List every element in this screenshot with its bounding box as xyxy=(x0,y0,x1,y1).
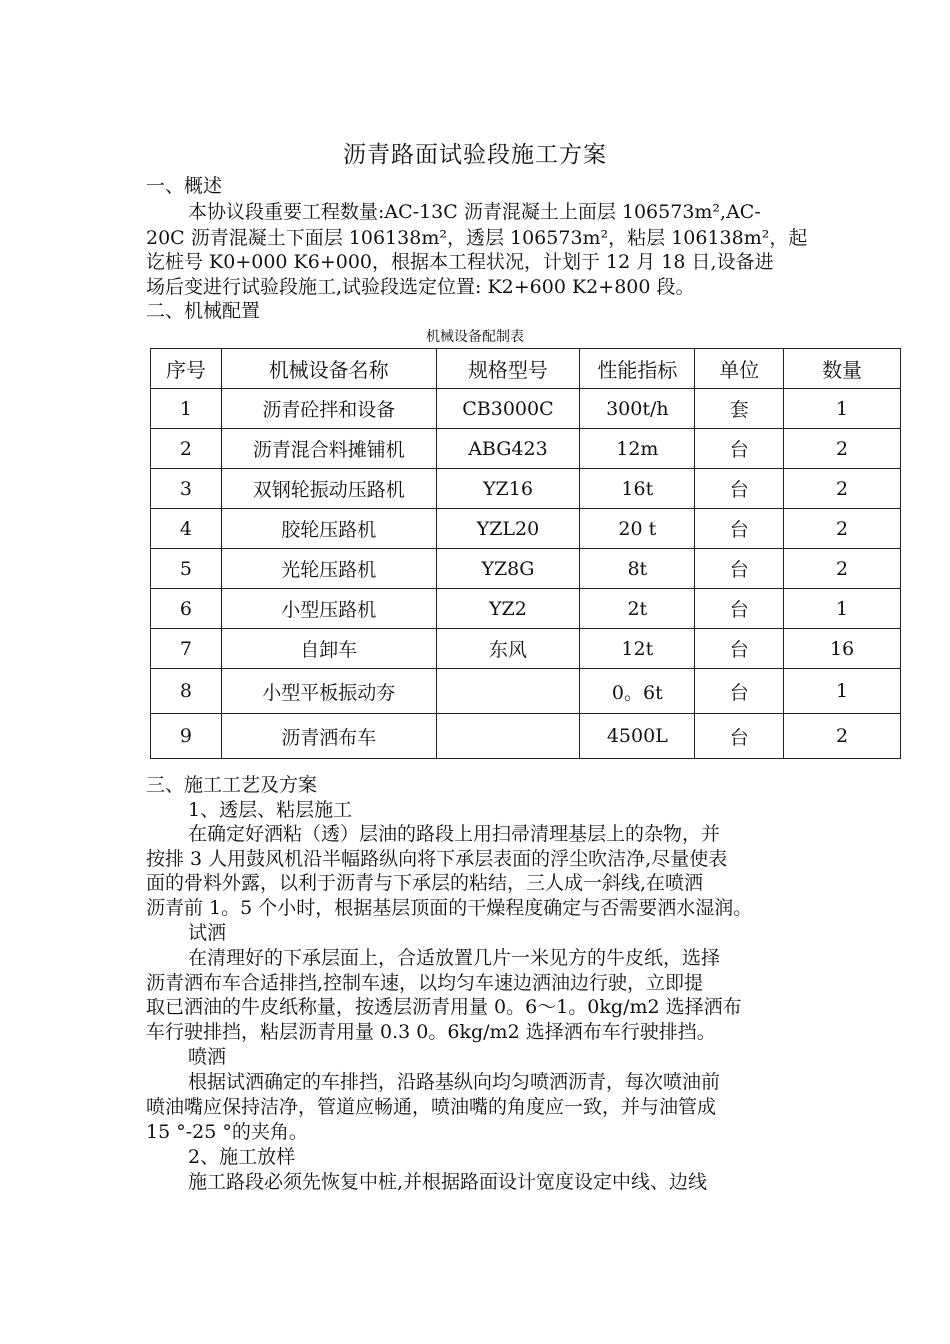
table-cell: 12t xyxy=(580,629,695,669)
paragraph-line: 根据试洒确定的车排挡，沿路基纵向均匀喷洒沥青，每次喷油前 xyxy=(188,1071,721,1093)
section-heading-process: 三、施工工艺及方案 xyxy=(146,774,318,796)
table-cell: YZ16 xyxy=(436,469,580,509)
paragraph-line: 面的骨料外露，以利于沥青与下承层的粘结，三人成一斜线,在喷洒 xyxy=(146,872,704,894)
paragraph-line: 沥青洒布车合适排挡,控制车速，以均匀车速边洒油边行驶，立即提 xyxy=(146,972,704,994)
table-cell: 台 xyxy=(695,509,784,549)
table-cell: 沥青混合料摊铺机 xyxy=(221,429,436,469)
table-row xyxy=(151,509,901,549)
table-cell xyxy=(436,714,580,759)
table-cell: 0。6t xyxy=(580,669,695,714)
table-cell: 2 xyxy=(784,429,901,469)
table-cell: 1 xyxy=(151,389,222,429)
table-cell: 沥青砼拌和设备 xyxy=(221,389,436,429)
table-cell: 1 xyxy=(784,589,901,629)
section-heading-machinery: 二、机械配置 xyxy=(146,300,261,322)
table-cell: 台 xyxy=(695,629,784,669)
table-cell: 双钢轮振动压路机 xyxy=(221,469,436,509)
column-header: 机械设备名称 xyxy=(221,349,436,389)
page-title: 沥青路面试验段施工方案 xyxy=(343,142,607,168)
table-cell: 2t xyxy=(580,589,695,629)
table-cell: 9 xyxy=(151,714,222,759)
overview-line-4: 场后变进行试验段施工,试验段选定位置: K2+600 K2+800 段。 xyxy=(146,276,695,298)
table-cell: 16t xyxy=(580,469,695,509)
table-cell: 1 xyxy=(784,669,901,714)
table-cell: 光轮压路机 xyxy=(221,549,436,589)
paragraph-line: 在清理好的下承层面上，合适放置几片一米见方的牛皮纸，选择 xyxy=(188,947,721,969)
table-cell: 套 xyxy=(695,389,784,429)
table-cell: 6 xyxy=(151,589,222,629)
table-row xyxy=(151,429,901,469)
subheading-trial-spray: 试洒 xyxy=(188,922,227,944)
table-row xyxy=(151,669,901,714)
table-cell: ABG423 xyxy=(436,429,580,469)
table-caption: 机械设备配制表 xyxy=(426,329,524,345)
overview-line-3: 讫桩号 K0+000 K6+000，根据本工程状况，计划于 12 月 18 日,设备进 xyxy=(146,251,774,273)
section-heading-overview: 一、概述 xyxy=(146,175,223,197)
table-cell: 5 xyxy=(151,549,222,589)
paragraph-line: 15 °-25 °的夹角。 xyxy=(146,1121,308,1143)
table-cell: 4 xyxy=(151,509,222,549)
subheading-layout: 2、施工放样 xyxy=(188,1146,296,1168)
overview-line-1: 本协议段重要工程数量:AC-13C 沥青混凝土上面层 106573m²,AC- xyxy=(188,201,761,223)
table-cell: 小型压路机 xyxy=(221,589,436,629)
table-cell: 台 xyxy=(695,429,784,469)
table-cell: 2 xyxy=(784,509,901,549)
paragraph-line: 车行驶排挡，粘层沥青用量 0.3 0。6kg/m2 选择洒布车行驶排挡。 xyxy=(146,1021,716,1043)
table-cell: 台 xyxy=(695,469,784,509)
table-cell: 20 t xyxy=(580,509,695,549)
column-header: 性能指标 xyxy=(580,349,695,389)
table-cell: 台 xyxy=(695,714,784,759)
table-cell: 2 xyxy=(784,714,901,759)
table-cell xyxy=(436,669,580,714)
table-cell: 2 xyxy=(151,429,222,469)
table-cell: 1 xyxy=(784,389,901,429)
paragraph-line: 施工路段必须先恢复中桩,并根据路面设计宽度设定中线、边线 xyxy=(188,1171,708,1193)
overview-line-2: 20C 沥青混凝土下面层 106138m²，透层 106573m²，粘层 106138m²，起 xyxy=(146,227,808,249)
table-cell: YZ8G xyxy=(436,549,580,589)
table-row xyxy=(151,549,901,589)
table-cell: 2 xyxy=(784,549,901,589)
column-header: 数量 xyxy=(784,349,901,389)
table-row xyxy=(151,589,901,629)
column-header: 单位 xyxy=(695,349,784,389)
table-cell: 8 xyxy=(151,669,222,714)
table-row xyxy=(151,469,901,509)
table-cell: YZL20 xyxy=(436,509,580,549)
paragraph-line: 喷油嘴应保持洁净，管道应畅通，喷油嘴的角度应一致，并与油管成 xyxy=(146,1096,717,1118)
table-cell: 16 xyxy=(784,629,901,669)
table-cell: 沥青洒布车 xyxy=(221,714,436,759)
table-header-row xyxy=(151,349,901,389)
table-cell: 台 xyxy=(695,669,784,714)
table-cell: 台 xyxy=(695,549,784,589)
table-cell: 2 xyxy=(784,469,901,509)
equipment-table xyxy=(150,348,901,759)
paragraph-line: 按排 3 人用鼓风机沿半幅路纵向将下承层表面的浮尘吹洁净,尽量使表 xyxy=(146,848,728,870)
paragraph-line: 在确定好洒粘（透）层油的路段上用扫帚清理基层上的杂物，并 xyxy=(188,823,721,845)
table-cell: 3 xyxy=(151,469,222,509)
table-cell: 4500L xyxy=(580,714,695,759)
paragraph-line: 沥青前 1。5 个小时，根据基层顶面的干燥程度确定与否需要洒水湿润。 xyxy=(146,897,753,919)
column-header: 序号 xyxy=(151,349,222,389)
table-cell: YZ2 xyxy=(436,589,580,629)
paragraph-line: 取已洒油的牛皮纸称量，按透层沥青用量 0。6～1。0kg/m2 选择洒布 xyxy=(146,996,742,1018)
table-cell: 300t/h xyxy=(580,389,695,429)
table-row xyxy=(151,629,901,669)
table-cell: 东风 xyxy=(436,629,580,669)
table-cell: 胶轮压路机 xyxy=(221,509,436,549)
table-cell: 7 xyxy=(151,629,222,669)
subheading-prime-tack: 1、透层、粘层施工 xyxy=(188,799,353,821)
table-row xyxy=(151,389,901,429)
table-cell: 台 xyxy=(695,589,784,629)
column-header: 规格型号 xyxy=(436,349,580,389)
table-cell: 8t xyxy=(580,549,695,589)
table-cell: CB3000C xyxy=(436,389,580,429)
table-cell: 自卸车 xyxy=(221,629,436,669)
table-cell: 小型平板振动夯 xyxy=(221,669,436,714)
table-cell: 12m xyxy=(580,429,695,469)
table-row xyxy=(151,714,901,759)
subheading-spray: 喷洒 xyxy=(188,1046,227,1068)
